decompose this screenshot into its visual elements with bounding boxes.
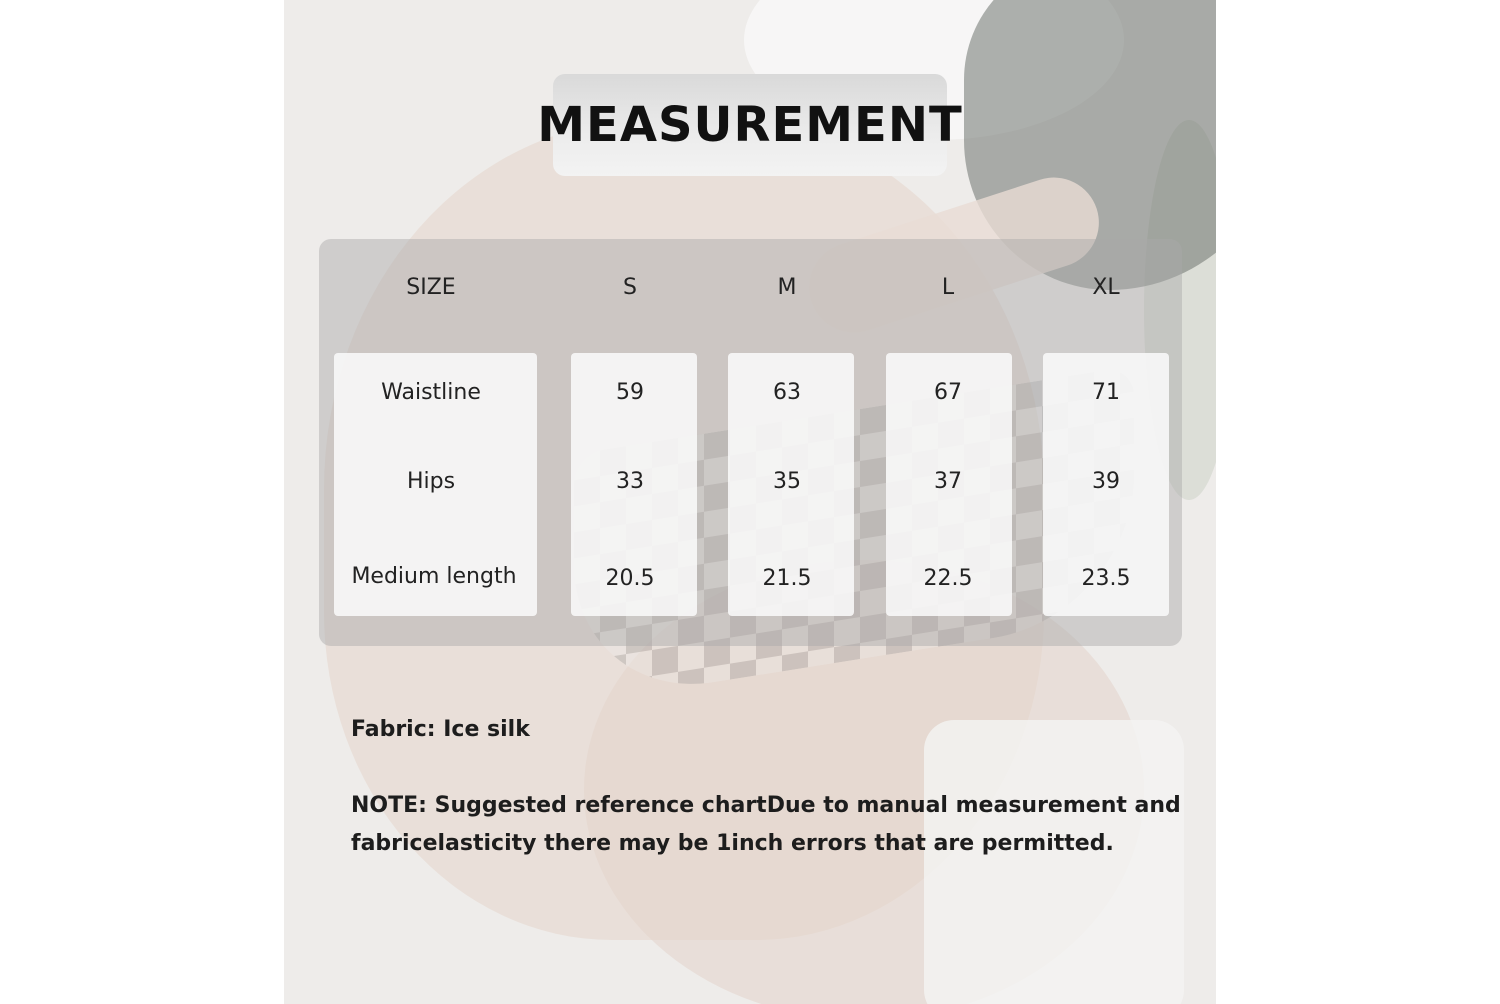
page-title: MEASUREMENT [537, 97, 963, 153]
note-line-2: fabricelasticity there may be 1inch errors that are permitted. [351, 831, 1114, 856]
waistline-m: 63 [773, 380, 801, 405]
waistline-l: 67 [934, 380, 962, 405]
hips-xl: 39 [1092, 469, 1120, 494]
header-s: S [623, 275, 637, 300]
hips-m: 35 [773, 469, 801, 494]
header-xl: XL [1092, 275, 1120, 300]
medium-length-l: 22.5 [923, 566, 973, 591]
waistline-s: 59 [616, 380, 644, 405]
header-m: M [777, 275, 797, 300]
hips-s: 33 [616, 469, 644, 494]
header-size: SIZE [406, 275, 456, 300]
row-label-medium-length: Medium length [351, 564, 517, 589]
row-label-waistline: Waistline [381, 380, 481, 405]
medium-length-m: 21.5 [762, 566, 812, 591]
hips-l: 37 [934, 469, 962, 494]
fabric-note: Fabric: Ice silk [351, 717, 530, 742]
title-banner [537, 74, 963, 176]
row-label-hips: Hips [406, 469, 456, 494]
medium-length-s: 20.5 [605, 566, 655, 591]
header-l: L [941, 275, 955, 300]
medium-length-xl: 23.5 [1081, 566, 1131, 591]
waistline-xl: 71 [1092, 380, 1120, 405]
note-line-1: NOTE: Suggested reference chartDue to manual measurement and [351, 793, 1181, 818]
